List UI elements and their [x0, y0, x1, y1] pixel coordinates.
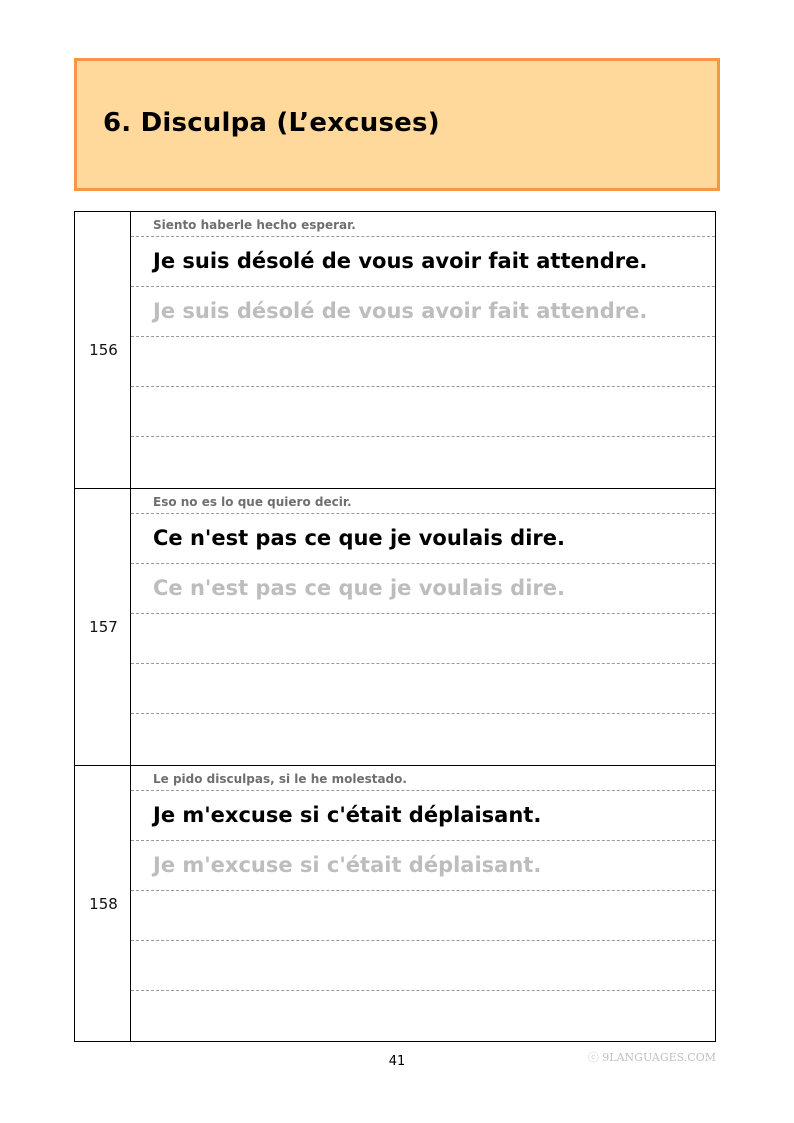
french-phrase: Ce n'est pas ce que je voulais dire. — [153, 526, 565, 550]
practice-worksheet — [74, 211, 716, 1041]
blank-writing-line — [131, 437, 715, 488]
blank-writing-line — [131, 991, 715, 1042]
table-right-border — [715, 766, 716, 1042]
trace-row — [131, 287, 715, 337]
french-trace-phrase: Je m'excuse si c'était déplaisant. — [153, 853, 542, 877]
section-title-box — [74, 58, 720, 191]
hint-row — [131, 489, 715, 514]
table-right-border — [715, 489, 716, 765]
table-bottom-border — [74, 1041, 716, 1042]
model-row — [131, 514, 715, 564]
copyright-notice: ⓒ 9LANGUAGES.COM — [587, 1051, 716, 1064]
practice-entry-157 — [74, 488, 716, 764]
section-title: 6. Disculpa (L’excuses) — [103, 108, 440, 138]
blank-writing-line — [131, 891, 715, 941]
blank-writing-line — [131, 337, 715, 387]
table-right-border — [715, 212, 716, 488]
practice-entry-158 — [74, 765, 716, 1041]
blank-writing-line — [131, 941, 715, 991]
hint-row — [131, 212, 715, 237]
writing-lines — [131, 212, 715, 488]
french-trace-phrase: Je suis désolé de vous avoir fait attendre. — [153, 299, 648, 323]
entry-number-cell — [74, 212, 131, 488]
blank-writing-line — [131, 714, 715, 765]
french-phrase: Je m'excuse si c'était déplaisant. — [153, 803, 542, 827]
model-row — [131, 237, 715, 287]
entry-number: 158 — [89, 895, 118, 913]
trace-row — [131, 841, 715, 891]
entry-number-cell — [74, 766, 131, 1042]
page-number: 41 — [388, 1054, 406, 1069]
spanish-hint: Le pido disculpas, si le he molestado. — [153, 772, 407, 786]
model-row — [131, 791, 715, 841]
blank-writing-line — [131, 387, 715, 437]
entry-number: 157 — [89, 618, 118, 636]
spanish-hint: Siento haberle hecho esperar. — [153, 218, 356, 232]
blank-writing-line — [131, 664, 715, 714]
blank-writing-line — [131, 614, 715, 664]
hint-row — [131, 766, 715, 791]
french-trace-phrase: Ce n'est pas ce que je voulais dire. — [153, 576, 565, 600]
french-phrase: Je suis désolé de vous avoir fait attendre. — [153, 249, 648, 273]
trace-row — [131, 564, 715, 614]
writing-lines — [131, 766, 715, 1042]
practice-entry-156 — [74, 211, 716, 487]
spanish-hint: Eso no es lo que quiero decir. — [153, 495, 352, 509]
entry-number: 156 — [89, 341, 118, 359]
writing-lines — [131, 489, 715, 765]
entry-number-cell — [74, 489, 131, 765]
